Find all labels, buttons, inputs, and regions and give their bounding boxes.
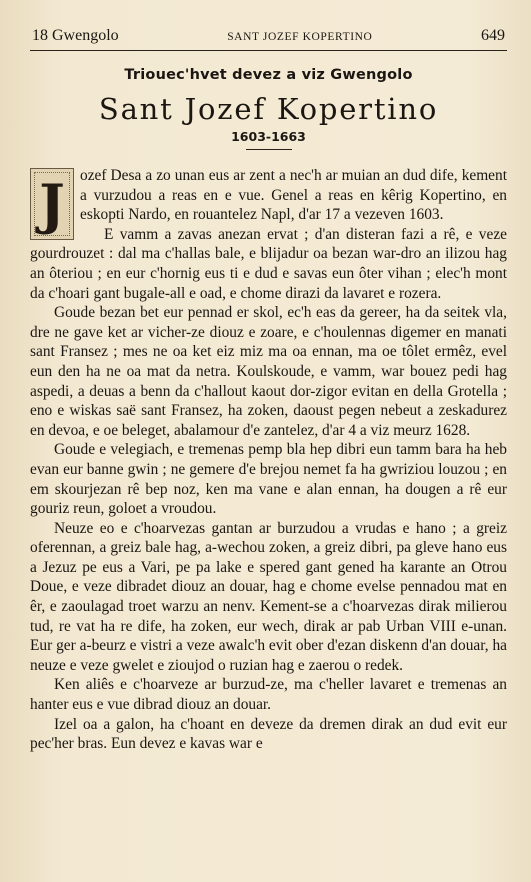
page-number: 649 [481, 27, 505, 44]
life-dates: 1603-1663 [231, 129, 306, 144]
paragraph: Neuze eo e c'hoarvezas gantan ar burzudou a vrudas e hano ; a greiz oferennan, a greiz bale hag, a-wechou zoken, a greiz dibri, pa gleve hano eus a Jezuz pe eus a Vari, pe pa lake e spered gant gened ha karante an Otrou Doue, e veze dibradet diouz an douar, hag e chome evelse pennadou mat en êr, e zaoulagad troet warzu an nenv. Kement-se a c'hoarvezas dirak milierou tud, re vat ha re dife, ha zoken, eur wech, dirak ar pab Urban VIII e-unan. Eur ger a-beurz e vistri a veze awalc'h evit ober d'ezan diskenn d'an douar, ha neuze e veze gwelet e zioujod o ruzian hag e zaerou o redek. [30, 519, 507, 674]
dates-rule [246, 149, 292, 150]
paragraph [30, 166, 507, 236]
feast-day-line: Triouec'hvet devez a viz Gwengolo [124, 67, 413, 83]
header-title: SANT JOZEF KOPERTINO [227, 31, 373, 43]
drop-cap-letter: J [39, 172, 65, 236]
paragraph: Goude e velegiach, e tremenas pemp bla hep dibri eun tamm bara ha heb evan eur banne gwin ; ne gemere d'e brejou nemet fa ha gwriziou louzou ; en em skourjezan rê bep noz, ken ma vane e alan ennan, ha dougen a rê eur gouriz reun, goloet a vroudou. [30, 441, 507, 518]
saint-title: Sant Jozef Kopertino [98, 92, 439, 126]
ornamental-drop-cap [30, 168, 74, 240]
paragraph: Goude bezan bet eur pennad er skol, ec'h eas da gereer, ha da seitek vla, dre ne gave ket ar vicher-ze diouz e zoare, e c'houlennas digemer en manati sant Fransez ; mes ne oa ket eiz miz ma oa ennan, ma oe tôlet ermêz, evel eun den ha ne oa mat da netra. Koulskoude, e vamm, war bouez pedi hag aspedi, a deuas a benn da c'hallout kaout dor-zigor evitan en della Grotella ; eno e wiskas saë sant Fransez, ha zoken, daoust pegen nebeut a zeskadurez en devoa, e oe beleget, abalamour d'e zantelez, d'ar 4 a viz meurz 1628. [30, 304, 507, 439]
body-text [30, 166, 507, 754]
paragraph: Izel oa a galon, ha c'hoant en deveze da dremen dirak an dud evit eur pec'her bras. Eun devez e kavas war e [30, 715, 507, 753]
paragraph: Ken aliês e c'hoarveze ar burzud-ze, ma c'heller lavaret e tremenas an hanter eus e vue dibrad diouz an douar. [30, 676, 507, 714]
running-head [30, 26, 507, 47]
paragraph-text: ozef Desa a zo unan eus ar zent a nec'h ar muian an dud dife, kement a vurzudou a reas en e vue. Genel a reas en kêrig Kopertino, en eskopti Nardo, en rouantelez Napl, d'ar 17 a vezeven 1603. [80, 167, 507, 224]
header-rule [30, 50, 507, 51]
header-date: 18 Gwengolo [32, 27, 119, 44]
paragraph: E vamm a zavas anezan ervat ; d'an disteran fazi a rê, e veze gourdrouzet : dal ma c'hallas bale, e blijadur oa bezan war-dro an ilizou hag an ôteriou ; en eur c'hornig eus ti e dud e savas eun ôter vihan ; elec'h mont da c'hoari gant bugale-all e oad, e chome dirazi da lavaret e rozera. [30, 225, 507, 302]
